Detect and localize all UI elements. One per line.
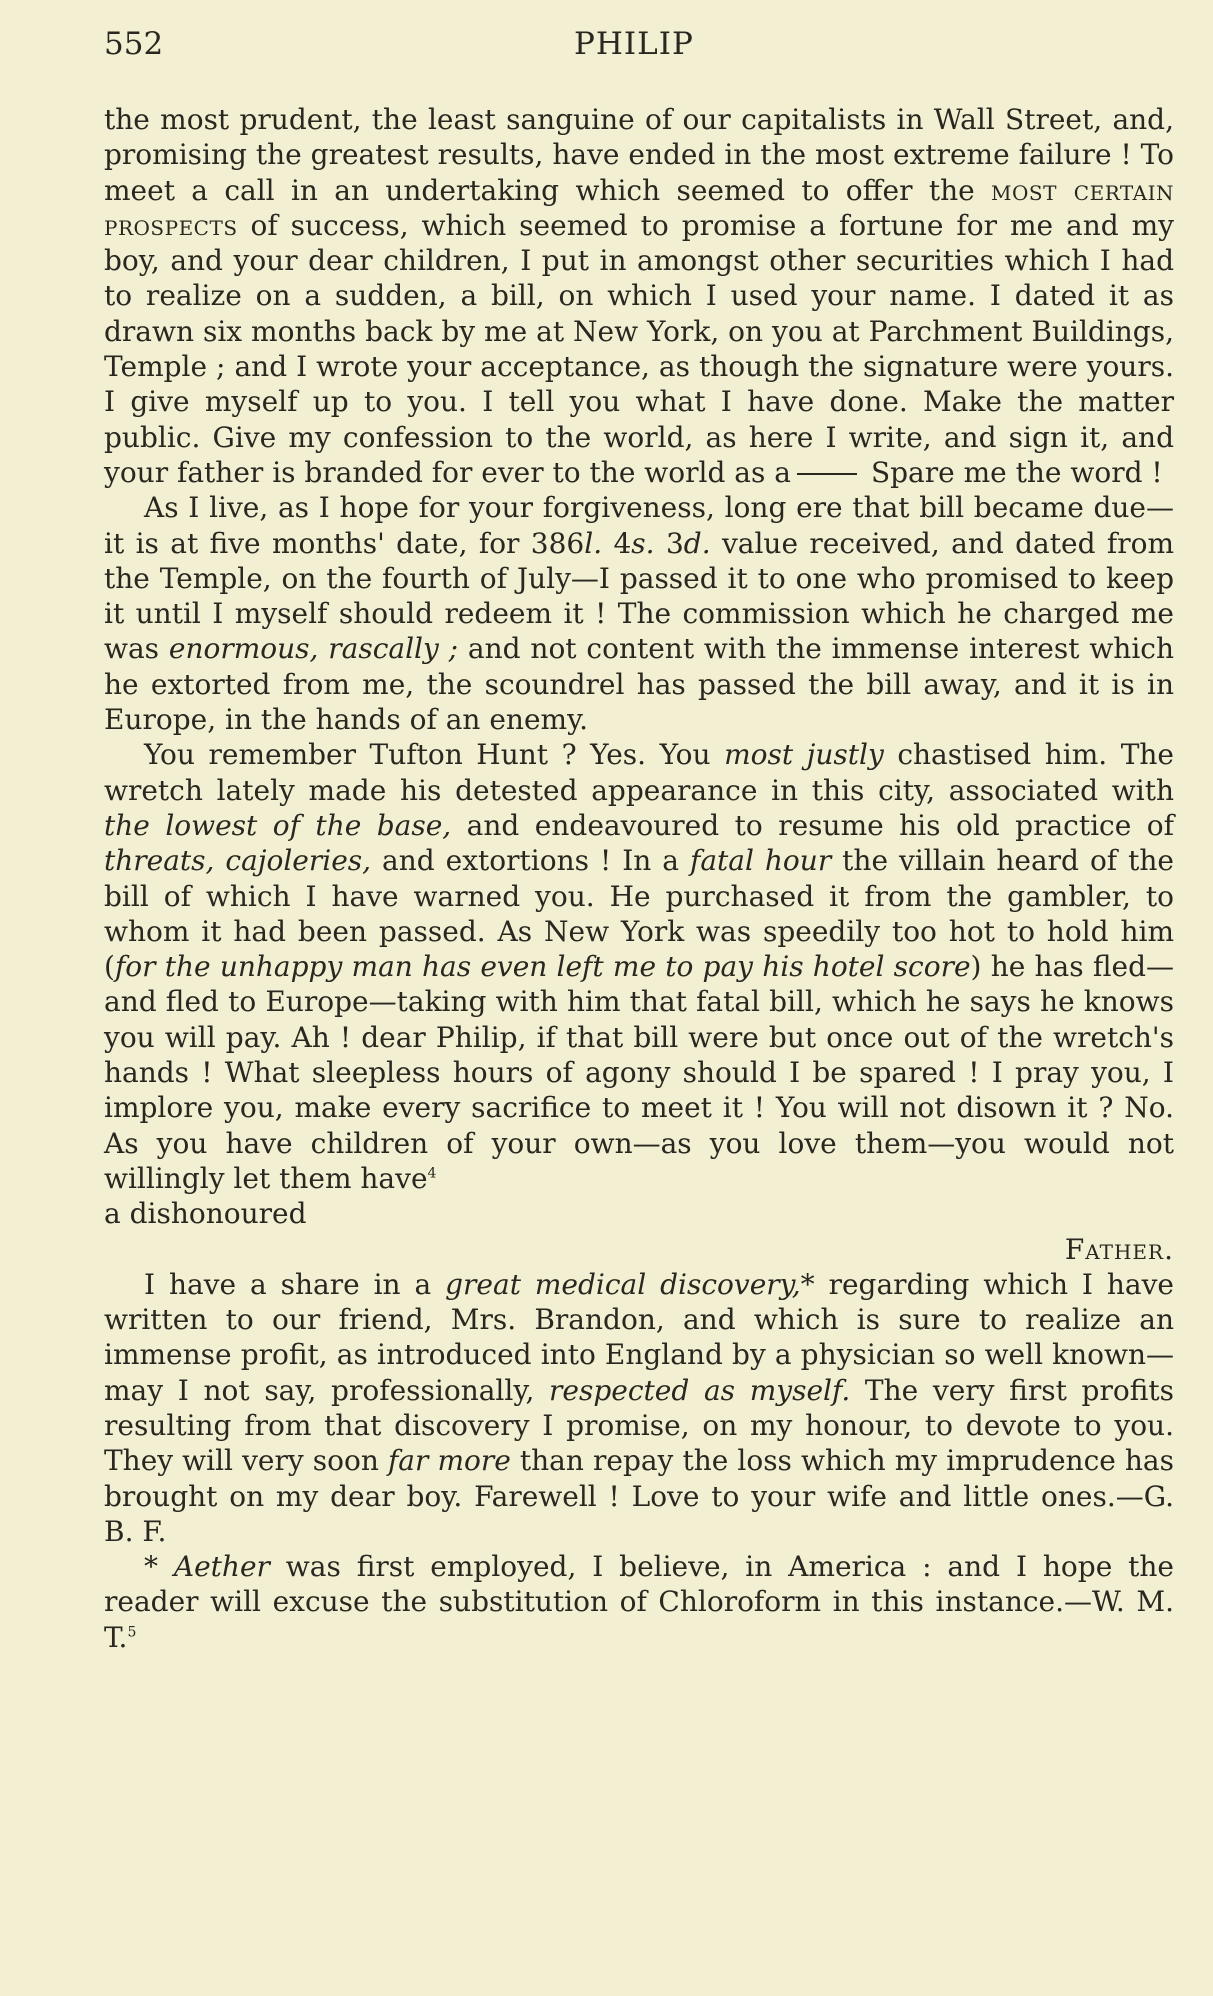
footnote <box>104 1549 1174 1655</box>
italic-text: far more <box>387 1444 511 1478</box>
text-run: The very first profits resulting from that discovery I promise, on my honour, to devote to you. They will very soon <box>104 1373 1174 1478</box>
text-run: As I live, as I hope for your forgiveness, long ere that bill became due—it is at five months' date, for 386 <box>104 491 1174 560</box>
text-run: chastised him. The wretch lately made his detested appearance in this city, associated with <box>104 738 1174 807</box>
text-run: was first employed, I believe, in America : and I hope the reader will excuse the substitution of Chloroform in this instance.—W. M. T. <box>104 1550 1175 1654</box>
text-run: and not content with the immense interest which he extorted from me, the scoundrel has passed the bill away, and it is in Europe, in the hands of an enemy. <box>104 632 1174 737</box>
text-run: of success, which seemed to promise a fortune for me and my boy, and your dear children, I put in amongst other securities which I had to realize on a sudden, a bill, on which I used your name. I dated it as drawn six months back by me at New York, on you at Parchment Buildings, Temple ; and I wrote your acceptance, as though the signature were yours. I give myself up to you. I tell you what I have done. Make the matter public. Give my confession to the world, as here I write, and sign it, and your father is branded for ever to the world as a <box>104 208 1174 489</box>
text-run: the villain heard of the bill of which I have warned you. He purchased it from the gambler, to whom it had been passed. As New York was speedily too hot to hold him ( <box>104 844 1174 984</box>
body-text <box>104 102 1174 1655</box>
text-run: a dishonoured <box>104 1197 307 1231</box>
text-run: than repay the loss which my imprudence has brought on my dear boy. Farewell ! Love to your wife and little ones.—G. B. F. <box>104 1444 1174 1548</box>
text-run: 4 <box>602 526 632 560</box>
text-run: the most prudent, the least sanguine of our capitalists in Wall Street, and, promising the greatest results, have ended in the most extreme failure ! To meet a call in an undertaking which seemed to offer the <box>104 103 1174 207</box>
text-run: and extortions ! In a <box>371 844 690 878</box>
italic-text: s. <box>631 526 655 560</box>
italic-text: great medical discovery,* <box>445 1267 815 1301</box>
text-run: and endeavoured to resume his old practice of <box>451 808 1174 842</box>
paragraph-3 <box>104 737 1174 1196</box>
note-marker: 4 <box>427 1165 437 1182</box>
italic-text: most justly <box>724 738 884 772</box>
italic-text: enormous, rascally ; <box>168 632 459 666</box>
text-run: * <box>144 1550 174 1584</box>
italic-text: l. <box>584 526 603 560</box>
text-run: regarding which I have written to our friend, Mrs. Brandon, and which is sure to realize an immense profit, as introduced into England by a physician so well known—may I not say, professionally, <box>104 1267 1175 1407</box>
italic-text: respected as myself. <box>549 1373 851 1407</box>
small-caps-text: most certain prospects <box>104 173 1175 242</box>
paragraph-1 <box>104 102 1174 490</box>
text-run: Spare me the word ! <box>870 455 1163 489</box>
text-run: You remember Tufton Hunt ? Yes. You <box>144 738 725 772</box>
text-run: I have a share in a <box>144 1267 446 1301</box>
running-title: PHILIP <box>574 26 694 62</box>
italic-text: threats, cajoleries, <box>104 844 372 878</box>
italic-text: Aether <box>173 1550 270 1584</box>
italic-text: d. <box>683 526 711 560</box>
italic-text: for the unhappy man has even left me to pay his hotel score <box>114 950 971 984</box>
text-run: 3 <box>654 526 684 560</box>
paragraph-4 <box>104 1267 1174 1549</box>
dash-rule <box>797 473 857 475</box>
italic-text: fatal hour <box>689 844 832 878</box>
note-marker: 5 <box>127 1624 137 1641</box>
italic-text: the lowest of the base, <box>104 808 452 842</box>
paragraph-3-end <box>104 1196 1174 1231</box>
page-header <box>104 26 1174 70</box>
text-run: value received, and dated from the Temple, on the fourth of July—I passed it to one who promised to keep it until I myself should redeem it ! The commission which he charged me was <box>104 526 1175 666</box>
text-run: ) he has fled—and fled to Europe—taking with him that fatal bill, which he says he knows you will pay. Ah ! dear Philip, if that bill were but once out of the wretch's hands ! What sleepless hours of agony should I be spared ! I pray you, I implore you, make every sacrifice to meet it ! You will not disown it ? No. As you have children of your own—as you love them—you would not willingly let them have <box>104 950 1174 1195</box>
page-number: 552 <box>104 26 164 62</box>
letter-signature: Father. <box>1064 1232 1174 1266</box>
paragraph-2 <box>104 490 1174 737</box>
